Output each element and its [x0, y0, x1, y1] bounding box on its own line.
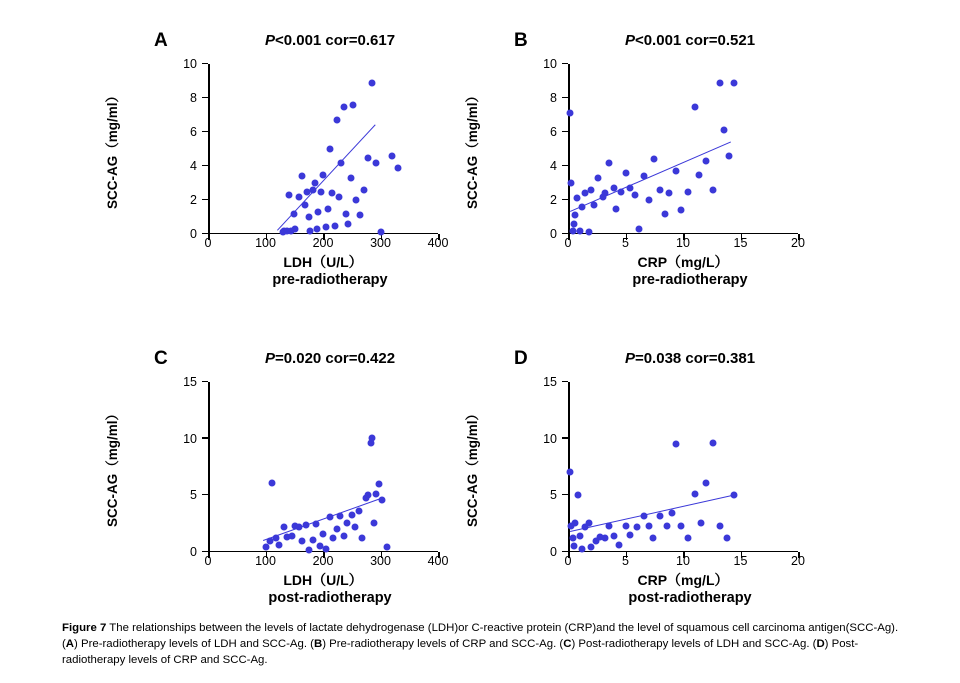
data-point	[309, 536, 316, 543]
y-tick-label: 0	[190, 227, 197, 241]
data-point	[613, 205, 620, 212]
x-tick-label: 5	[622, 554, 629, 568]
y-axis-title-a: SCC-AG（mg/ml）	[105, 89, 120, 210]
data-point	[337, 512, 344, 519]
data-point	[645, 522, 652, 529]
plot-area-a	[183, 57, 449, 250]
data-point	[673, 441, 680, 448]
caption-text-b: ) Pre-radiotherapy levels of CRP and SCC-Ag. (	[322, 638, 564, 651]
data-point	[723, 535, 730, 542]
data-point	[668, 510, 675, 517]
plot-area-d	[543, 375, 805, 568]
data-point	[306, 214, 313, 221]
caption-text: The relationships between the levels of lactate dehydrogenase (LDH)or C-reactive protein (CRP)and the level of squamous cell carcinoma antigen(SCC-Ag). (	[62, 622, 899, 651]
x-axis-title-c: LDH（U/L）	[283, 572, 363, 588]
data-point	[364, 492, 371, 499]
panel-title-b: P<0.001 cor=0.521	[624, 32, 756, 49]
data-point	[359, 535, 366, 542]
y-axis-line	[208, 64, 210, 234]
data-point	[601, 190, 608, 197]
figure-caption	[62, 620, 907, 669]
data-point	[323, 545, 330, 552]
data-point	[615, 542, 622, 549]
data-point	[394, 164, 401, 171]
chart-panel-c	[105, 338, 490, 608]
data-point	[288, 533, 295, 540]
x-tick-label: 200	[312, 236, 334, 250]
data-point	[585, 229, 592, 236]
data-point	[588, 186, 595, 193]
data-point	[345, 220, 352, 227]
data-point	[384, 544, 391, 551]
data-point	[611, 533, 618, 540]
panel-title-a: P<0.001 cor=0.617	[264, 32, 396, 49]
data-point	[324, 205, 331, 212]
y-tick-label: 5	[190, 488, 197, 503]
data-point	[709, 440, 716, 447]
y-tick-label: 10	[183, 431, 197, 446]
plot-area-c	[183, 375, 449, 568]
data-point	[276, 542, 283, 549]
data-point	[622, 169, 629, 176]
y-tick	[562, 199, 568, 201]
data-point	[640, 512, 647, 519]
y-tick	[562, 131, 568, 133]
data-point	[640, 173, 647, 180]
data-point	[269, 479, 276, 486]
data-point	[730, 492, 737, 499]
data-point	[326, 513, 333, 520]
data-point	[567, 468, 574, 475]
data-point	[578, 203, 585, 210]
data-point	[576, 533, 583, 540]
data-point	[666, 190, 673, 197]
data-point	[677, 207, 684, 214]
panel-title-c: P=0.020 cor=0.422	[264, 350, 396, 367]
data-point	[576, 227, 583, 234]
data-point	[348, 511, 355, 518]
data-point	[372, 159, 379, 166]
data-point	[364, 154, 371, 161]
panel-letter-b: B	[514, 30, 528, 51]
data-point	[606, 159, 613, 166]
y-axis-title-b: SCC-AG（mg/ml）	[465, 89, 480, 210]
data-point	[336, 193, 343, 200]
y-tick	[202, 381, 208, 383]
x-tick-label: 15	[733, 554, 748, 568]
y-tick-label: 6	[550, 125, 557, 139]
data-point	[684, 188, 691, 195]
data-point	[322, 224, 329, 231]
data-point	[376, 481, 383, 488]
data-point	[299, 537, 306, 544]
caption-label: Figure 7	[62, 622, 107, 634]
y-tick	[202, 165, 208, 167]
data-point	[311, 180, 318, 187]
data-point	[663, 522, 670, 529]
data-point	[349, 101, 356, 108]
data-point	[331, 222, 338, 229]
data-point	[657, 512, 664, 519]
panel-letter-c: C	[154, 348, 168, 369]
y-tick	[202, 233, 208, 235]
data-point	[627, 185, 634, 192]
data-point	[353, 197, 360, 204]
data-point	[285, 191, 292, 198]
data-point	[575, 492, 582, 499]
data-point	[622, 522, 629, 529]
data-point	[594, 174, 601, 181]
data-point	[684, 535, 691, 542]
data-point	[330, 535, 337, 542]
panel-subtitle-a: pre-radiotherapy	[272, 272, 388, 288]
y-tick	[562, 165, 568, 167]
data-point	[691, 491, 698, 498]
caption-text-c: ) Post-radiotherapy levels of LDH and SCC-Ag. (	[571, 638, 817, 651]
caption-ref-d: D	[816, 638, 825, 651]
data-point	[721, 127, 728, 134]
chart-panel-b	[465, 20, 850, 290]
y-tick-label: 10	[183, 57, 197, 71]
y-tick	[202, 131, 208, 133]
x-tick-label: 20	[791, 236, 805, 250]
data-point	[389, 152, 396, 159]
data-point	[651, 156, 658, 163]
y-tick	[562, 494, 568, 496]
regression-line	[570, 494, 734, 531]
y-tick	[562, 97, 568, 99]
y-tick	[202, 199, 208, 201]
x-tick-label: 300	[370, 554, 391, 568]
caption-ref-b: B	[313, 638, 323, 651]
data-point	[568, 180, 575, 187]
y-tick-label: 10	[543, 57, 557, 71]
data-point	[320, 530, 327, 537]
data-point	[326, 146, 333, 153]
panel-subtitle-c: post-radiotherapy	[268, 590, 392, 606]
caption-text-d: ) Post-radiotherapy levels of CRP and SCC-Ag.	[62, 638, 859, 667]
y-tick-label: 2	[550, 193, 557, 207]
data-point	[691, 103, 698, 110]
data-point	[377, 229, 384, 236]
y-tick	[562, 551, 568, 553]
data-point	[709, 186, 716, 193]
y-tick-label: 6	[190, 125, 197, 139]
caption-text-a: ) Pre-radiotherapy levels of LDH and SCC-Ag. (	[74, 638, 314, 651]
data-point	[317, 188, 324, 195]
x-tick-label: 400	[427, 554, 449, 568]
data-point	[716, 522, 723, 529]
data-point	[673, 168, 680, 175]
y-tick-label: 4	[190, 159, 197, 173]
data-point	[567, 110, 574, 117]
data-point	[352, 524, 359, 531]
x-tick-label: 0	[564, 554, 572, 568]
data-point	[302, 521, 309, 528]
plot-area-b	[543, 57, 805, 250]
data-point	[369, 79, 376, 86]
panel-letter-a: A	[154, 30, 168, 51]
y-tick-label: 5	[550, 488, 557, 503]
data-point	[378, 496, 385, 503]
caption-ref-a: A	[65, 638, 75, 651]
data-point	[617, 188, 624, 195]
y-axis-title-c: SCC-AG（mg/ml）	[105, 407, 120, 528]
data-point	[370, 519, 377, 526]
data-point	[650, 535, 657, 542]
data-point	[570, 543, 577, 550]
y-tick	[202, 494, 208, 496]
data-point	[333, 117, 340, 124]
data-point	[570, 220, 577, 227]
x-tick-label: 400	[427, 236, 449, 250]
data-point	[369, 434, 376, 441]
data-point	[585, 519, 592, 526]
panel-title-d: P=0.038 cor=0.381	[624, 350, 756, 367]
x-tick-label: 15	[733, 236, 748, 250]
data-point	[574, 195, 581, 202]
data-point	[338, 159, 345, 166]
data-point	[636, 225, 643, 232]
data-point	[726, 152, 733, 159]
data-point	[657, 186, 664, 193]
data-point	[340, 103, 347, 110]
y-axis-title-d: SCC-AG（mg/ml）	[465, 407, 480, 528]
data-point	[571, 519, 578, 526]
data-point	[578, 545, 585, 552]
x-axis-title-d: CRP（mg/L）	[637, 572, 729, 588]
panel-subtitle-d: post-radiotherapy	[628, 590, 752, 606]
data-point	[340, 533, 347, 540]
data-point	[301, 202, 308, 209]
data-point	[313, 520, 320, 527]
x-tick-label: 0	[564, 236, 572, 250]
y-tick	[202, 551, 208, 553]
y-tick-label: 0	[550, 227, 557, 241]
data-point	[730, 79, 737, 86]
data-point	[716, 79, 723, 86]
data-point	[309, 186, 316, 193]
y-tick-label: 8	[190, 91, 197, 105]
y-tick	[562, 381, 568, 383]
y-tick-label: 10	[543, 431, 557, 446]
data-point	[355, 508, 362, 515]
data-point	[661, 210, 668, 217]
y-tick-label: 0	[550, 545, 557, 559]
panel-subtitle-b: pre-radiotherapy	[632, 272, 748, 288]
data-point	[677, 522, 684, 529]
data-point	[588, 544, 595, 551]
panel-letter-d: D	[514, 348, 528, 369]
data-point	[280, 524, 287, 531]
data-point	[295, 193, 302, 200]
caption-ref-c: C	[563, 638, 572, 651]
x-axis-title-a: LDH（U/L）	[283, 254, 363, 270]
data-point	[298, 173, 305, 180]
data-point	[591, 202, 598, 209]
data-point	[696, 171, 703, 178]
data-point	[347, 174, 354, 181]
x-tick-label: 0	[204, 554, 212, 568]
data-point	[315, 208, 322, 215]
x-tick-label: 10	[676, 554, 690, 568]
y-tick	[202, 437, 208, 439]
y-axis-line	[208, 382, 210, 552]
x-tick-label: 300	[370, 236, 391, 250]
data-point	[344, 519, 351, 526]
data-point	[291, 210, 298, 217]
x-tick-label: 5	[622, 236, 629, 250]
x-axis-title-b: CRP（mg/L）	[637, 254, 729, 270]
y-tick	[202, 97, 208, 99]
data-point	[698, 519, 705, 526]
chart-panel-a	[105, 20, 490, 290]
data-point	[627, 532, 634, 539]
data-point	[356, 212, 363, 219]
data-point	[314, 225, 321, 232]
y-tick-label: 4	[550, 159, 557, 173]
x-tick-label: 100	[255, 236, 276, 250]
data-point	[703, 157, 710, 164]
y-tick	[202, 63, 208, 65]
x-tick-label: 0	[204, 236, 212, 250]
y-tick-label: 2	[190, 193, 197, 207]
data-point	[631, 191, 638, 198]
data-point	[703, 479, 710, 486]
y-tick	[562, 63, 568, 65]
y-tick	[562, 437, 568, 439]
x-tick-label: 10	[676, 236, 690, 250]
data-point	[262, 544, 269, 551]
y-tick-label: 0	[190, 545, 197, 559]
y-tick	[562, 233, 568, 235]
x-tick-label: 100	[255, 554, 276, 568]
data-point	[361, 186, 368, 193]
y-tick-label: 15	[183, 375, 197, 389]
data-point	[645, 197, 652, 204]
x-tick-label: 200	[312, 554, 334, 568]
x-tick-label: 20	[791, 554, 805, 568]
data-point	[306, 546, 313, 553]
data-point	[601, 535, 608, 542]
data-point	[292, 225, 299, 232]
data-point	[571, 212, 578, 219]
data-point	[606, 522, 613, 529]
y-axis-line	[568, 64, 570, 234]
data-point	[634, 524, 641, 531]
y-tick-label: 8	[550, 91, 557, 105]
data-point	[343, 210, 350, 217]
y-tick-label: 15	[543, 375, 557, 389]
data-point	[320, 171, 327, 178]
chart-panel-d	[465, 338, 850, 608]
data-point	[333, 526, 340, 533]
